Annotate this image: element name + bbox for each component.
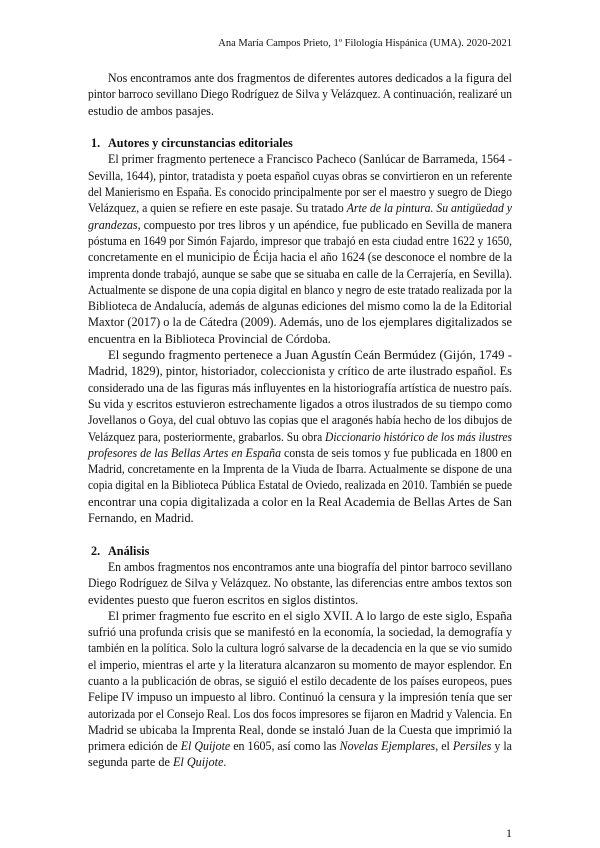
- text-run: Velázquez, a quien se refiere en este pasaje. Su tratado: [88, 201, 347, 216]
- text-line: [88, 754, 512, 770]
- text-line-content: [108, 151, 512, 167]
- text-line: [88, 477, 512, 493]
- text-run: encuentra en la Biblioteca Provincial de Córdoba.: [88, 331, 331, 346]
- text-line: [88, 657, 512, 673]
- text-line: [88, 103, 512, 119]
- text-run: Biblioteca de Andalucía, además de algunas ediciones del mismo como la de la Editorial: [88, 299, 512, 314]
- text-line-content: [88, 380, 512, 396]
- text-line: [88, 184, 512, 200]
- text-line-content: [88, 445, 512, 461]
- italic-title: Diccionario histórico de los más ilustres: [325, 429, 512, 444]
- text-line: [88, 217, 512, 233]
- text-line: [88, 510, 512, 526]
- text-line-content: [88, 217, 512, 233]
- text-line: [88, 249, 512, 265]
- text-line-content: [108, 559, 512, 575]
- text-line-content: [108, 70, 512, 86]
- italic-title: El Quijote: [180, 739, 231, 754]
- text-line: [88, 380, 512, 396]
- text-line-content: [88, 266, 512, 282]
- text-line: [88, 592, 512, 608]
- text-line: [88, 461, 512, 477]
- text-run: El segundo fragmento pertenece a Juan Agustín Ceán Bermúdez (Gijón, 1749 -: [108, 348, 513, 363]
- text-line: [88, 412, 512, 428]
- text-run: Maxtor (2017) o la de Cátedra (2009). Además, uno de los ejemplares digitalizados se: [88, 315, 512, 330]
- spacer: [88, 119, 512, 135]
- section-title: Análisis: [108, 543, 150, 558]
- text-line: [88, 608, 512, 624]
- text-run: Jovellanos o Goya, del cual obtuvo las copias que el aragonés había hecho de los dibujos de: [88, 413, 513, 428]
- text-line-content: [88, 624, 512, 640]
- text-line: [88, 575, 512, 591]
- text-run: Madrid, concretamente en la Imprenta de la Viuda de Ibarra. Actualmente se dispone de una: [88, 462, 513, 477]
- text-run: póstuma en 1649 por Simón Fajardo, impresor que trabajó en esta ciudad entre 1622 y 1650,: [88, 233, 512, 248]
- text-run: Felipe IV impuso un impuesto al libro. Continuó la censura y la impresión tenía que ser: [88, 690, 512, 705]
- text-run: Sevilla, 1644), pintor, tratadista y poeta español cuyas obras se convirtieron en un referente: [88, 168, 512, 183]
- text-run: Actualmente se dispone de una copia digital en blanco y negro de este tratado realizada por la: [88, 282, 513, 297]
- section-number: 1.: [91, 136, 101, 151]
- text-run: evidentes puesto que fueron escritos en siglos distintos.: [88, 592, 359, 607]
- text-line: [88, 70, 512, 86]
- text-line-content: [88, 331, 331, 347]
- text-run: El primer fragmento pertenece a Francisco Pacheco (Sanlúcar de Barrameda, 1564 -: [108, 152, 512, 167]
- text-run: encontrar una copia digitalizada a color en la Real Academia de Bellas Artes de San: [88, 494, 513, 509]
- text-line-content: [88, 575, 512, 591]
- text-line: [88, 722, 512, 738]
- section-heading: [88, 135, 512, 151]
- text-run: Su vida y escritos estuvieron estrechamente ligados a otros ilustrados de su tiempo como: [88, 396, 512, 411]
- text-line-content: [88, 429, 512, 445]
- text-line: [88, 282, 512, 298]
- text-line: [88, 233, 512, 249]
- text-line: [88, 494, 512, 510]
- text-run: .: [223, 755, 227, 770]
- text-run: también en la política. Solo la cultura logró salvarse de la decadencia en la que se vio sumido: [88, 641, 513, 656]
- text-line: [88, 673, 512, 689]
- text-line-content: [108, 608, 512, 624]
- text-run: pintor barroco sevillano Diego Rodríguez de Silva y Velázquez. A continuación, realizaré un: [88, 87, 512, 102]
- text-run: en 1605, así como las: [230, 739, 340, 754]
- italic-title: El Quijote: [172, 755, 224, 770]
- text-line-content: [88, 640, 512, 656]
- paragraph: [88, 347, 512, 526]
- text-line-content: [88, 738, 512, 754]
- text-line: [88, 151, 512, 167]
- text-run: Velázquez para, posteriormente, grabarlos. Su obra: [88, 429, 326, 444]
- text-line-content: [88, 233, 512, 249]
- italic-title: Arte de la pintura. Su antigüedad y: [346, 201, 513, 216]
- text-run: segunda parte de: [88, 755, 173, 770]
- text-line-content: [88, 412, 512, 428]
- text-line-content: [88, 510, 194, 526]
- text-run: copia digital en la Biblioteca Pública Estatal de Oviedo, realizada en 2010. También se puede: [88, 478, 512, 493]
- text-run: , compuesto por tres libros y un apéndice, fue publicado en Sevilla de manera: [137, 217, 513, 232]
- text-run: Madrid se ubicaba la Imprenta Real, donde se instaló Juan de la Cuesta que imprimió la: [88, 722, 512, 737]
- text-run: el imperio, mientras el arte y la literatura alcanzaron su momento de mayor esplendor. En: [88, 657, 512, 672]
- italic-title: profesores de las Bellas Artes en España: [88, 445, 282, 460]
- text-line: [88, 298, 512, 314]
- text-line: [88, 738, 512, 754]
- text-line: [88, 429, 512, 445]
- text-run: considerado una de las figuras más influyentes en la historiografía artística de nuestro país.: [88, 380, 512, 395]
- text-line-content: [108, 347, 512, 363]
- text-line-content: [88, 673, 512, 689]
- text-line-content: [88, 657, 512, 673]
- text-run: Fernando, en Madrid.: [88, 511, 194, 526]
- italic-title: Persiles: [452, 739, 492, 754]
- text-line-content: [88, 477, 512, 493]
- text-line: [88, 706, 512, 722]
- italic-title: Novelas Ejemplares: [339, 739, 436, 754]
- text-line-content: [88, 168, 512, 184]
- spacer: [88, 526, 512, 542]
- text-line-content: [88, 298, 512, 314]
- text-run: Nos encontramos ante dos fragmentos de diferentes autores dedicados a la figura del: [108, 71, 513, 85]
- text-line-content: [88, 103, 214, 119]
- text-line-content: [88, 494, 512, 510]
- paragraph: [88, 559, 512, 608]
- text-run: imprenta donde trabajó, aunque se sabe que se situaba en calle de la Cerrajería, en Sevilla).: [88, 266, 513, 281]
- text-line: [88, 86, 512, 102]
- text-run: sufrió una profunda crisis que se manifestó en la economía, la sociedad, la demografía y: [88, 625, 513, 640]
- text-run: consta de seis tomos y fue publicada en 1800 en: [281, 445, 512, 460]
- text-line: [88, 331, 512, 347]
- text-line-content: [88, 706, 512, 722]
- text-line: [88, 266, 512, 282]
- text-run: Madrid, 1829), pintor, historiador, coleccionista y crítico de arte ilustrado español. Es: [88, 364, 513, 379]
- text-run: cuanto a la publicación de obras, se siguió el estilo decadente de los países europeos, pues: [88, 673, 512, 688]
- text-line-content: [88, 592, 358, 608]
- text-line-content: [88, 689, 512, 705]
- paragraph: [88, 70, 512, 119]
- text-line-content: [88, 314, 512, 330]
- text-line-content: [88, 396, 512, 412]
- text-line: [88, 314, 512, 330]
- text-run: estudio de ambos pasajes.: [88, 103, 214, 118]
- text-line-content: [88, 86, 512, 102]
- text-line: [88, 624, 512, 640]
- text-line: [88, 445, 512, 461]
- text-line: [88, 168, 512, 184]
- text-run: del Manierismo en España. Es conocido principalmente por ser el maestro y suegro de Diego: [88, 185, 512, 200]
- text-line-content: [88, 363, 512, 379]
- text-line: [88, 689, 512, 705]
- text-run: concretamente en el municipio de Écija hacia el año 1624 (se desconoce el nombre de la: [88, 250, 513, 265]
- text-line-content: [88, 461, 512, 477]
- page-number: 1: [506, 826, 512, 840]
- text-line-content: [88, 200, 512, 216]
- text-line-content: [88, 184, 512, 200]
- document-body: [88, 70, 512, 771]
- section-number: 2.: [91, 543, 101, 558]
- text-run: , el: [435, 739, 453, 754]
- text-line-content: [88, 282, 512, 298]
- paragraph: [88, 608, 512, 771]
- text-line-content: [88, 754, 226, 770]
- text-run: primera edición de: [88, 739, 181, 754]
- paragraph: [88, 151, 512, 347]
- italic-title: grandezas: [88, 217, 138, 232]
- text-run: autorizada por el Consejo Real. Los dos focos impresores se fijaron en Madrid y Valencia. En: [88, 706, 512, 721]
- text-line: [88, 200, 512, 216]
- text-run: y la: [491, 739, 512, 754]
- page-header: Ana María Campos Prieto, 1º Filología Hispánica (UMA). 2020-2021: [218, 38, 512, 49]
- text-run: Diego Rodríguez de Silva y Velázquez. No obstante, las diferencias entre ambos textos son: [88, 576, 513, 591]
- text-line: [88, 640, 512, 656]
- text-line: [88, 396, 512, 412]
- text-line-content: [88, 249, 512, 265]
- text-line: [88, 363, 512, 379]
- text-line: [88, 559, 512, 575]
- section-heading: [88, 543, 512, 559]
- text-run: El primer fragmento fue escrito en el siglo XVII. A lo largo de este siglo, España: [108, 608, 513, 623]
- text-line: [88, 347, 512, 363]
- text-line-content: [88, 722, 512, 738]
- text-run: En ambos fragmentos nos encontramos ante una biografía del pintor barroco sevillano: [108, 559, 513, 574]
- section-title: Autores y circunstancias editoriales: [108, 136, 293, 151]
